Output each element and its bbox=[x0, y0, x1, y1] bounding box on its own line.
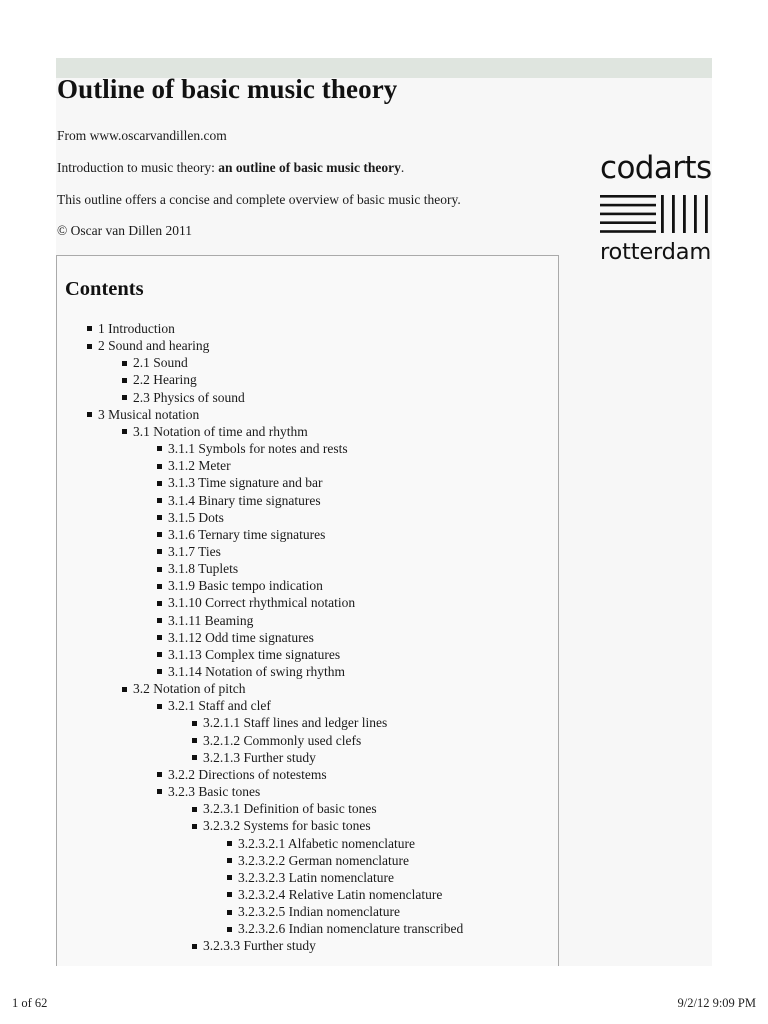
bullet-icon bbox=[227, 892, 232, 897]
toc-item[interactable] bbox=[227, 836, 415, 852]
description-line: This outline offers a concise and complete overview of basic music theory. bbox=[57, 192, 461, 207]
toc-item[interactable] bbox=[157, 458, 231, 474]
toc-item[interactable] bbox=[157, 578, 323, 594]
toc-item[interactable] bbox=[157, 767, 327, 783]
intro-line bbox=[57, 160, 404, 176]
logo-top-text: codarts bbox=[600, 150, 712, 186]
toc-item-label[interactable]: 3.1.1 Symbols for notes and rests bbox=[168, 441, 348, 457]
toc-item[interactable] bbox=[157, 544, 221, 560]
toc-item-label[interactable]: 3.2 Notation of pitch bbox=[133, 681, 246, 697]
toc-item-label[interactable]: 1 Introduction bbox=[98, 321, 175, 336]
toc-item[interactable] bbox=[227, 870, 394, 886]
toc-item-label[interactable]: 2.1 Sound bbox=[133, 355, 188, 371]
toc-item-label[interactable]: 2.2 Hearing bbox=[133, 372, 197, 388]
toc-item-label[interactable]: 3.2.3.2 Systems for basic tones bbox=[203, 818, 371, 834]
toc-item-label[interactable]: 2 Sound and hearing bbox=[98, 338, 210, 354]
table-of-contents bbox=[56, 255, 559, 966]
bullet-icon bbox=[122, 378, 127, 383]
toc-item-label[interactable]: 3.1.2 Meter bbox=[168, 458, 231, 474]
bullet-icon bbox=[122, 429, 127, 434]
toc-item[interactable] bbox=[192, 938, 316, 954]
toc-item[interactable] bbox=[157, 647, 340, 663]
toc-item-label[interactable]: 3.2.1 Staff and clef bbox=[168, 698, 271, 714]
source-line: From www.oscarvandillen.com bbox=[57, 128, 227, 143]
page-title: Outline of basic music theory bbox=[57, 74, 398, 104]
bullet-icon bbox=[157, 549, 162, 554]
bullet-icon bbox=[122, 395, 127, 400]
bullet-icon bbox=[192, 755, 197, 760]
bullet-icon bbox=[227, 875, 232, 880]
intro-link[interactable]: an outline of basic music theory bbox=[218, 160, 401, 175]
toc-item[interactable] bbox=[192, 750, 316, 766]
toc-item[interactable] bbox=[122, 681, 245, 697]
toc-item[interactable] bbox=[192, 818, 371, 834]
page-indicator: 1 of 62 bbox=[12, 996, 48, 1010]
bullet-icon bbox=[157, 498, 162, 503]
bullet-icon bbox=[157, 635, 162, 640]
bullet-icon bbox=[157, 618, 162, 623]
toc-item-label[interactable]: 3.1.13 Complex time signatures bbox=[168, 646, 341, 662]
bullet-icon bbox=[157, 567, 162, 572]
codarts-logo bbox=[600, 150, 715, 270]
toc-item-label[interactable]: 3.2.3.2.3 Latin nomenclature bbox=[238, 869, 394, 885]
toc-item[interactable] bbox=[157, 630, 314, 646]
toc-item-label[interactable]: 3.2.3.2.1 Alfabetic nomenclature bbox=[238, 835, 415, 851]
toc-item[interactable] bbox=[157, 561, 238, 577]
toc-item-label[interactable]: 3.1.7 Ties bbox=[168, 543, 221, 559]
toc-item-label[interactable]: 3.1.8 Tuplets bbox=[168, 561, 239, 577]
toc-item-label[interactable]: 3.2.3.2.5 Indian nomenclature bbox=[238, 904, 400, 920]
toc-item[interactable] bbox=[157, 784, 260, 800]
codarts-lines-logo-icon bbox=[600, 195, 713, 233]
bullet-icon bbox=[122, 687, 127, 692]
logo-bottom-text: rotterdam bbox=[600, 239, 712, 265]
bullet-icon bbox=[157, 446, 162, 451]
toc-item-label[interactable]: 3.2.3.2.4 Relative Latin nomenclature bbox=[238, 886, 443, 902]
bullet-icon bbox=[192, 944, 197, 949]
toc-item[interactable] bbox=[87, 321, 175, 337]
bullet-icon bbox=[157, 669, 162, 674]
bullet-icon bbox=[227, 841, 232, 846]
toc-item[interactable] bbox=[192, 715, 387, 731]
toc-item-label[interactable]: 3.2.1.3 Further study bbox=[203, 749, 316, 765]
toc-item-label[interactable]: 3.2.3.2.6 Indian nomenclature transcribed bbox=[238, 921, 464, 937]
toc-item-label[interactable]: 3.2.3.2.2 German nomenclature bbox=[238, 852, 409, 868]
toc-item-label[interactable]: 3.1 Notation of time and rhythm bbox=[133, 423, 308, 439]
bullet-icon bbox=[122, 361, 127, 366]
toc-item-label[interactable]: 3.1.9 Basic tempo indication bbox=[168, 578, 323, 594]
toc-item[interactable] bbox=[157, 698, 271, 714]
print-timestamp: 9/2/12 9:09 PM bbox=[677, 996, 756, 1010]
bullet-icon bbox=[87, 412, 92, 417]
toc-item[interactable] bbox=[122, 390, 245, 406]
toc-item[interactable] bbox=[122, 372, 197, 388]
toc-item-label[interactable]: 3.2.2 Directions of notestems bbox=[168, 766, 327, 782]
toc-title: Contents bbox=[65, 278, 144, 300]
bullet-icon bbox=[192, 738, 197, 743]
toc-item[interactable] bbox=[157, 527, 325, 543]
toc-item-label[interactable]: 3 Musical notation bbox=[98, 406, 200, 422]
toc-item[interactable] bbox=[227, 887, 442, 903]
bullet-icon bbox=[157, 584, 162, 589]
toc-item-label[interactable]: 3.1.12 Odd time signatures bbox=[168, 629, 314, 645]
toc-item[interactable] bbox=[157, 475, 323, 491]
toc-item-label[interactable]: 3.1.3 Time signature and bar bbox=[168, 475, 323, 491]
toc-item[interactable] bbox=[157, 510, 224, 526]
toc-item[interactable] bbox=[157, 493, 321, 509]
toc-item[interactable] bbox=[157, 613, 253, 629]
toc-item-label[interactable]: 3.2.1.1 Staff lines and ledger lines bbox=[203, 715, 388, 731]
bullet-icon bbox=[157, 464, 162, 469]
bullet-icon bbox=[87, 326, 92, 331]
toc-item[interactable] bbox=[157, 595, 355, 611]
bullet-icon bbox=[157, 789, 162, 794]
bullet-icon bbox=[157, 532, 162, 537]
toc-item[interactable] bbox=[87, 407, 199, 423]
bullet-icon bbox=[157, 601, 162, 606]
toc-item[interactable] bbox=[157, 664, 345, 680]
toc-item-label[interactable]: 3.1.10 Correct rhythmical notation bbox=[168, 595, 356, 611]
bullet-icon bbox=[157, 772, 162, 777]
toc-item-label[interactable]: 3.1.5 Dots bbox=[168, 509, 224, 525]
bullet-icon bbox=[192, 721, 197, 726]
toc-item[interactable] bbox=[227, 853, 409, 869]
toc-item[interactable] bbox=[227, 921, 463, 937]
bullet-icon bbox=[157, 481, 162, 486]
toc-item-label[interactable]: 3.2.1.2 Commonly used clefs bbox=[203, 732, 362, 748]
toc-item[interactable] bbox=[192, 733, 361, 749]
bullet-icon bbox=[157, 515, 162, 520]
bullet-icon bbox=[227, 927, 232, 932]
bullet-icon bbox=[227, 910, 232, 915]
toc-item-label[interactable]: 3.2.3.3 Further study bbox=[203, 938, 316, 954]
toc-item[interactable] bbox=[157, 441, 348, 457]
toc-item[interactable] bbox=[122, 424, 308, 440]
toc-item-label[interactable]: 3.2.3 Basic tones bbox=[168, 784, 261, 800]
bullet-icon bbox=[157, 652, 162, 657]
toc-item-label[interactable]: 3.1.6 Ternary time signatures bbox=[168, 526, 326, 542]
toc-item[interactable] bbox=[122, 355, 188, 371]
intro-prefix: Introduction to music theory: bbox=[57, 160, 219, 175]
bullet-icon bbox=[192, 824, 197, 829]
bullet-icon bbox=[192, 807, 197, 812]
toc-item-label[interactable]: 3.1.11 Beaming bbox=[168, 612, 254, 628]
intro-suffix: . bbox=[400, 160, 405, 175]
copyright-line: © Oscar van Dillen 2011 bbox=[57, 223, 192, 238]
bullet-icon bbox=[157, 704, 162, 709]
toc-item-label[interactable]: 3.1.4 Binary time signatures bbox=[168, 492, 321, 508]
toc-item[interactable] bbox=[87, 338, 209, 354]
toc-item-label[interactable]: 2.3 Physics of sound bbox=[133, 389, 245, 405]
bullet-icon bbox=[227, 858, 232, 863]
toc-item-label[interactable]: 3.1.14 Notation of swing rhythm bbox=[168, 664, 345, 679]
toc-item[interactable] bbox=[192, 801, 377, 817]
bullet-icon bbox=[87, 344, 92, 349]
toc-item[interactable] bbox=[227, 904, 400, 920]
toc-list bbox=[57, 256, 558, 966]
toc-item-label[interactable]: 3.2.3.1 Definition of basic tones bbox=[203, 801, 377, 817]
